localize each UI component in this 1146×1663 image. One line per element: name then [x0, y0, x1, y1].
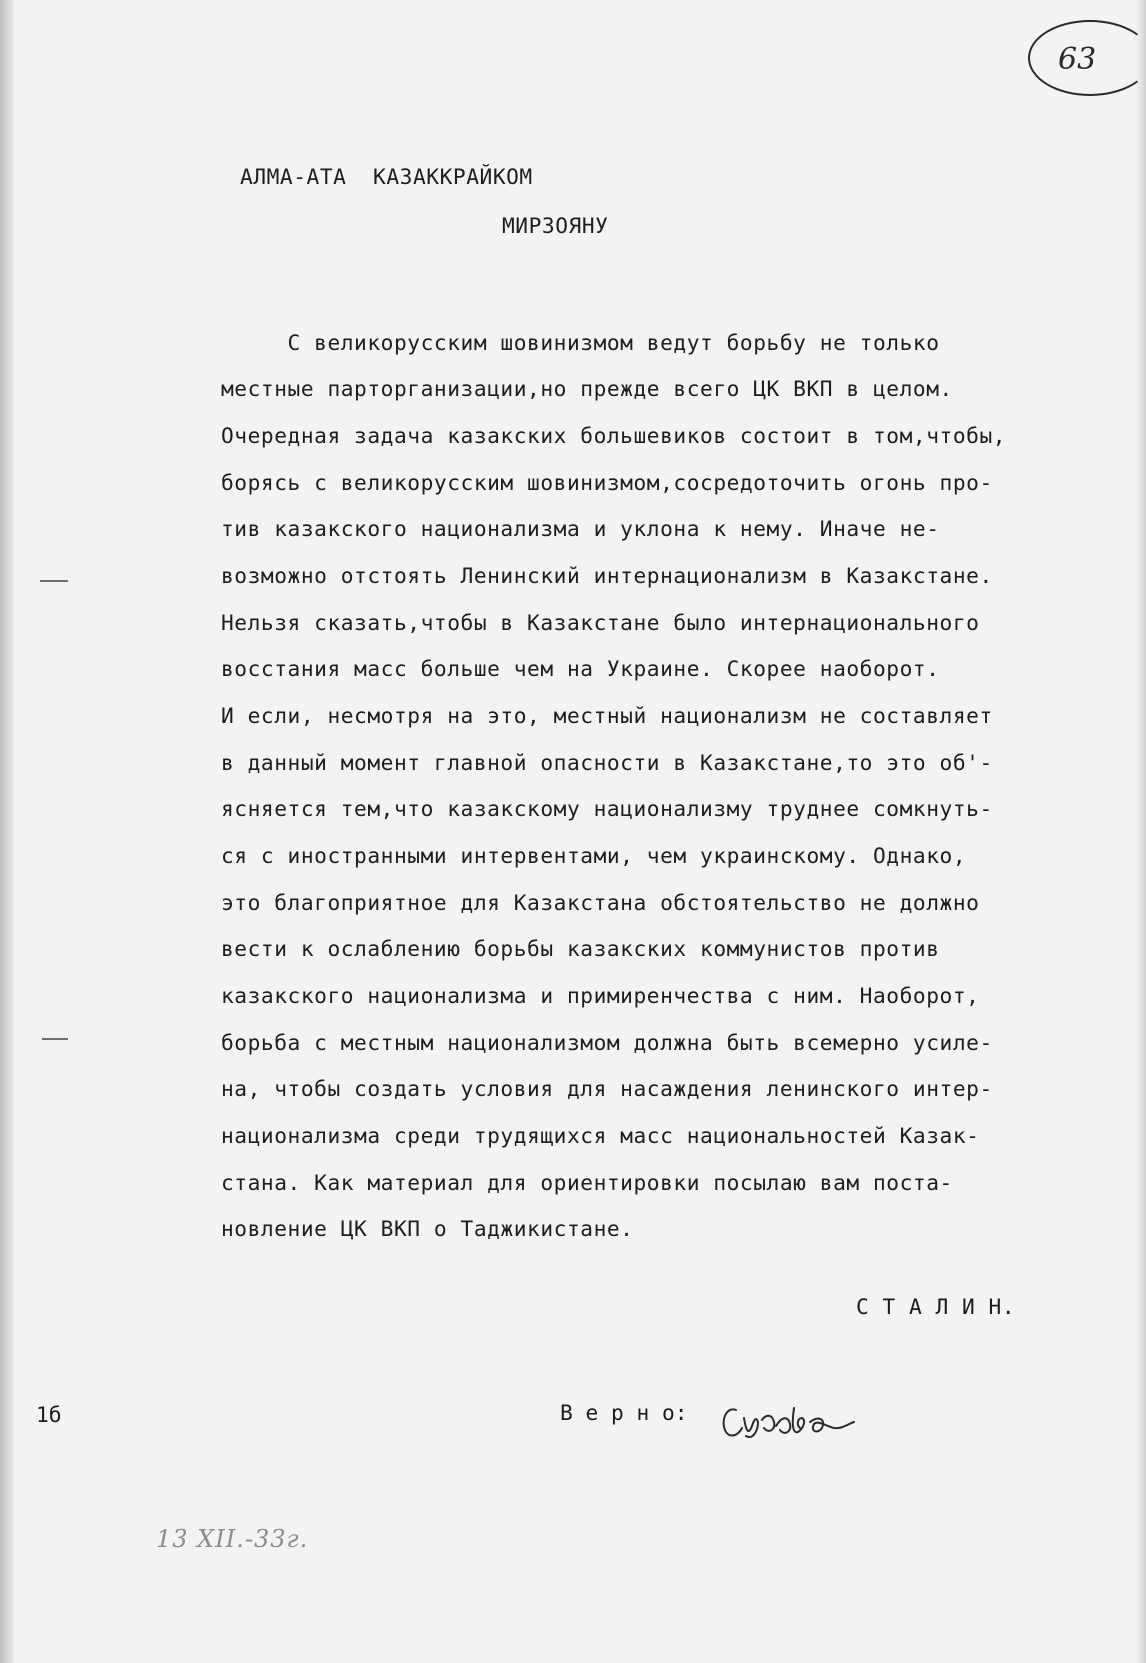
body-line: казакского национализма и примиренчества с ним. Наоборот, — [221, 983, 980, 1008]
scan-edge-right — [1136, 0, 1146, 1663]
body-line: И если, несмотря на это, местный национализм не составляет — [221, 703, 993, 728]
body-line: ясняется тем,что казакскому национализму труднее сомкнуть- — [221, 796, 993, 821]
verification-label: В е р н о: — [560, 1400, 688, 1425]
typed-signature: С Т А Л И Н. — [856, 1294, 1016, 1319]
recipient-name: МИРЗОЯНУ — [502, 213, 609, 238]
body-line: Очередная задача казакских большевиков состоит в том,чтобы, — [221, 423, 1007, 448]
address-line: АЛМА-АТА КАЗАККРАЙКОМ — [240, 164, 533, 189]
body-line: на, чтобы создать условия для насаждения ленинского интер- — [221, 1076, 993, 1101]
handwritten-signature — [718, 1396, 858, 1446]
body-line: возможно отстоять Ленинский интернационализм в Казакстане. — [221, 563, 993, 588]
body-line: это благоприятное для Казакстана обстоятельство не должно — [221, 890, 980, 915]
page-code: 1б — [36, 1402, 62, 1427]
margin-mark — [42, 1038, 68, 1040]
body-line: в данный момент главной опасности в Казакстане,то это об'- — [221, 750, 993, 775]
body-line: стана. Как материал для ориентировки посылаю вам поста- — [221, 1170, 953, 1195]
body-line: борясь с великорусским шовинизмом,сосредоточить огонь про- — [221, 470, 993, 495]
scan-edge-left — [0, 0, 14, 1663]
body-line: тив казакского национализма и уклона к нему. Иначе не- — [221, 516, 940, 541]
body-line: новление ЦК ВКП о Таджикистане. — [221, 1216, 634, 1241]
body-line: национализма среди трудящихся масс национальностей Казак- — [221, 1123, 980, 1148]
body-line: восстания масс больше чем на Украине. Скорее наоборот. — [221, 656, 940, 681]
folio-number: 63 — [1058, 42, 1097, 77]
body-line: Нельзя сказать,чтобы в Казакстане было интернационального — [221, 610, 980, 635]
body-line: ся с иностранными интервентами, чем украинскому. Однако, — [221, 843, 967, 868]
body-line: С великорусским шовинизмом ведут борьбу не только — [221, 330, 940, 355]
body-line: борьба с местным национализмом должна быть всемерно усиле- — [221, 1030, 993, 1055]
body-line: вести к ослаблению борьбы казакских коммунистов против — [221, 936, 940, 961]
margin-mark — [40, 580, 68, 582]
body-line: местные парторганизации,но прежде всего ЦК ВКП в целом. — [221, 376, 953, 401]
handwritten-date: 13 XII.-33г. — [156, 1525, 309, 1553]
